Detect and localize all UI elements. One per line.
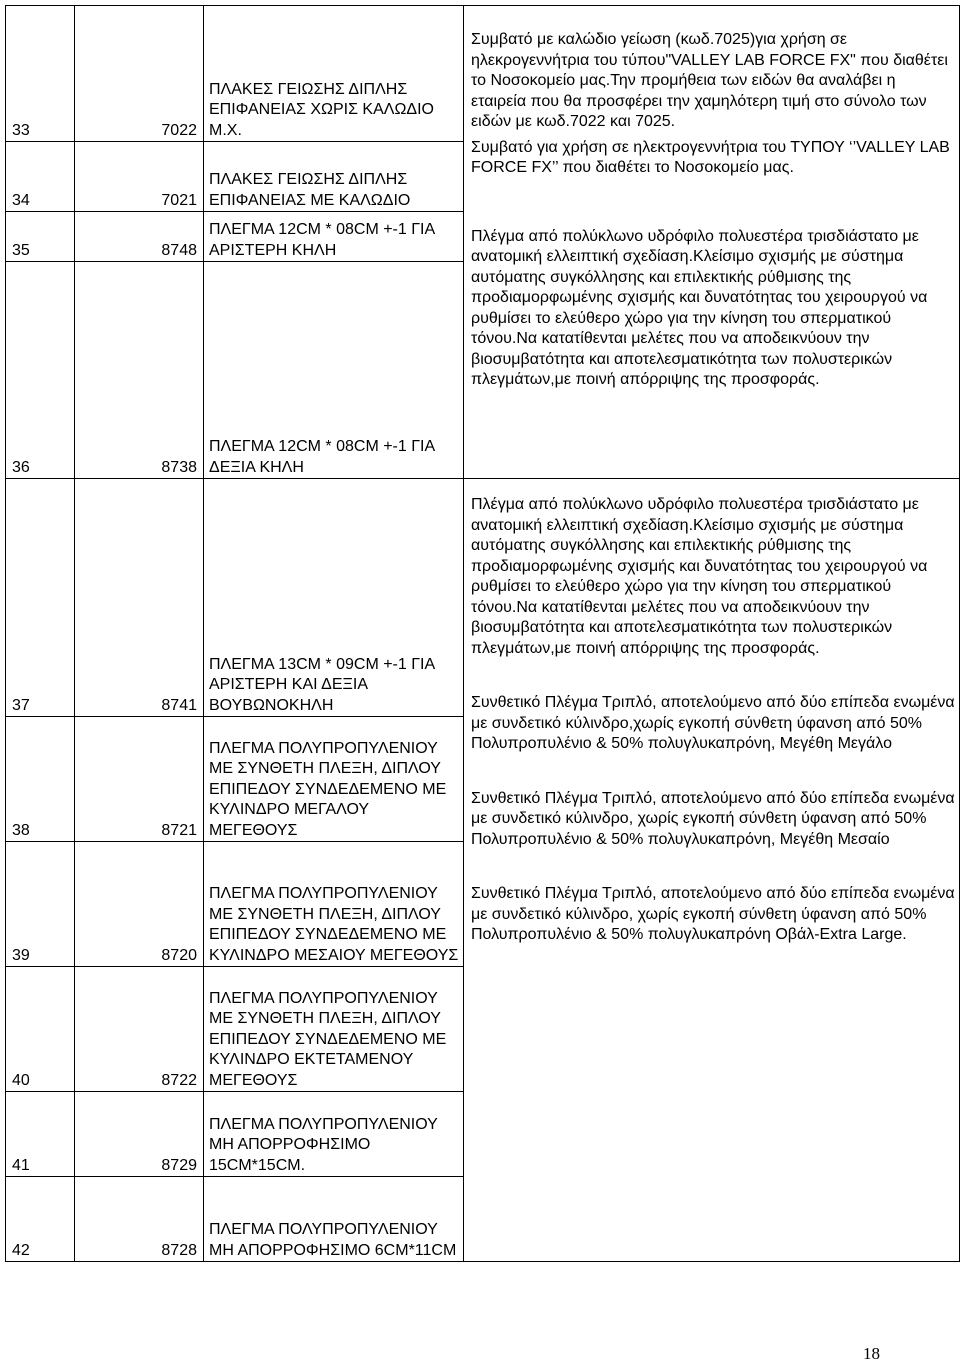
description-text: Συμβατό για χρήση σε ηλεκτρογεννήτρια του ΤΥΠΟΥ ‘’VALLEY LAB FORCE FX’’ που διαθέτει το Νοσοκομείο μας. [471,138,950,176]
row-number: 39 [6,842,75,967]
description-group-1 [464,6,960,479]
description-text: Πλέγμα από πολύκλωνο υδρόφιλο πολυεστέρα τρισδιάστατο με ανατομική ελλειπτική σχεδίαση.Κλείσιμο σχισμής με σύστημα αυτόματης συγκόλλησης και επιλεκτικής ρύθμισης της προδιαμορφωμένης σχισμής και δυνατότητας του χειρουργού να ρυθμίσει το ελεύθερο χώρο για την κίνηση του σπερματικού τόνου.Να κατατίθενται μελέτες που να αποδεικνύουν την βιοσυμβατότητα και αποτελεσματικότητα των πολυστερικών πλεγμάτων,με ποινή απόρριψης της προσφοράς. [471,227,928,388]
item-name: ΠΛΕΓΜΑ 12CM * 08CM +-1 ΓΙΑ ΑΡΙΣΤΕΡΗ ΚΗΛΗ [204,212,464,262]
description-text: Συνθετικό Πλέγμα Τριπλό, αποτελούμενο από δύο επίπεδα ενωμένα με συνδετικό κύλινδρο, χωρίς εγκοπή σύνθετη ύφανση από 50% Πολυπροπυλένιο & 50% πολυγλυκαπρόνη Οβάλ-Extra Large. [471,885,955,943]
row-number: 40 [6,967,75,1092]
description-group-2 [464,479,960,1262]
item-code: 8748 [75,212,204,262]
item-code: 8741 [75,479,204,717]
row-number: 33 [6,6,75,142]
item-code: 7021 [75,142,204,212]
item-code: 8728 [75,1177,204,1262]
item-name: ΠΛΑΚΕΣ ΓΕΙΩΣΗΣ ΔΙΠΛΗΣ ΕΠΙΦΑΝΕΙΑΣ ΜΕ ΚΑΛΩΔΙΟ [204,142,464,212]
page-number: 18 [863,1344,880,1363]
item-code: 8722 [75,967,204,1092]
row-number: 36 [6,262,75,479]
item-name: ΠΛΕΓΜΑ ΠΟΛΥΠΡΟΠΥΛΕΝΙΟΥ ΜΗ ΑΠΟΡΡΟΦΗΣΙΜΟ 6CM*11CM [204,1177,464,1262]
description-text: Πλέγμα από πολύκλωνο υδρόφιλο πολυεστέρα τρισδιάστατο με ανατομική ελλειπτική σχεδίαση.Κλείσιμο σχισμής με σύστημα αυτόματης συγκόλλησης και επιλεκτικής ρύθμισης της προδιαμορφωμένης σχισμής και δυνατότητας του χειρουργού να ρυθμίσει το ελεύθερο χώρο για την κίνηση του σπερματικού τόνου.Να κατατίθενται μελέτες που να αποδεικνύουν την βιοσυμβατότητα και αποτελεσματικότητα των πολυστερικών πλεγμάτων,με ποινή απόρριψης της προσφοράς. [471,496,928,657]
table-row [6,6,960,142]
item-name: ΠΛΕΓΜΑ 12CM * 08CM +-1 ΓΙΑ ΔΕΞΙΑ ΚΗΛΗ [204,262,464,479]
row-number: 41 [6,1092,75,1177]
item-name: ΠΛΕΓΜΑ ΠΟΛΥΠΡΟΠΥΛΕΝΙΟΥ ΜΕ ΣΥΝΘΕΤΗ ΠΛΕΞΗ, ΔΙΠΛΟΥ ΕΠΙΠΕΔΟΥ ΣΥΝΔΕΔΕΜΕΝΟ ΜΕ ΚΥΛΙΝΔΡΟ ΜΕΣΑΙΟΥ ΜΕΓΕΘΟΥΣ [204,842,464,967]
items-table [5,5,960,1262]
item-name: ΠΛΕΓΜΑ ΠΟΛΥΠΡΟΠΥΛΕΝΙΟΥ ΜΗ ΑΠΟΡΡΟΦΗΣΙΜΟ 15CM*15CM. [204,1092,464,1177]
item-code: 8729 [75,1092,204,1177]
table-row [6,479,960,717]
item-code: 8721 [75,717,204,842]
row-number: 42 [6,1177,75,1262]
row-number: 34 [6,142,75,212]
item-name: ΠΛΕΓΜΑ ΠΟΛΥΠΡΟΠΥΛΕΝΙΟΥ ΜΕ ΣΥΝΘΕΤΗ ΠΛΕΞΗ, ΔΙΠΛΟΥ ΕΠΙΠΕΔΟΥ ΣΥΝΔΕΔΕΜΕΝΟ ΜΕ ΚΥΛΙΝΔΡΟ ΕΚΤΕΤΑΜΕΝΟΥ ΜΕΓΕΘΟΥΣ [204,967,464,1092]
item-name: ΠΛΑΚΕΣ ΓΕΙΩΣΗΣ ΔΙΠΛΗΣ ΕΠΙΦΑΝΕΙΑΣ ΧΩΡΙΣ ΚΑΛΩΔΙΟ Μ.Χ. [204,6,464,142]
description-text: Συνθετικό Πλέγμα Τριπλό, αποτελούμενο από δύο επίπεδα ενωμένα με συνδετικό κύλινδρο,χωρίς εγκοπή σύνθετη ύφανση από 50% Πολυπροπυλένιο & 50% πολυγλυκαπρόνη, Μεγέθη Μεγάλο [471,694,955,752]
row-number: 38 [6,717,75,842]
item-code: 7022 [75,6,204,142]
item-code: 8720 [75,842,204,967]
item-name: ΠΛΕΓΜΑ 13CM * 09CM +-1 ΓΙΑ ΑΡΙΣΤΕΡΗ ΚΑΙ ΔΕΞΙΑ ΒΟΥΒΩΝΟΚΗΛΗ [204,479,464,717]
description-text: Συμβατό με καλώδιο γείωση (κωδ.7025)για χρήση σε ηλεκρογεννήτρια του τύπου"VALLEY LAB FORCE FX" που διαθέτει το Νοσοκομείο μας.Την προμήθεια των ειδών θα αναλάβει η εταιρεία που θα προσφέρει την χαμηλότερη τιμή στο σύνολο των ειδών με κωδ.7022 και 7025. [471,31,948,130]
item-name: ΠΛΕΓΜΑ ΠΟΛΥΠΡΟΠΥΛΕΝΙΟΥ ΜΕ ΣΥΝΘΕΤΗ ΠΛΕΞΗ, ΔΙΠΛΟΥ ΕΠΙΠΕΔΟΥ ΣΥΝΔΕΔΕΜΕΝΟ ΜΕ ΚΥΛΙΝΔΡΟ ΜΕΓΑΛΟΥ ΜΕΓΕΘΟΥΣ [204,717,464,842]
row-number: 35 [6,212,75,262]
row-number: 37 [6,479,75,717]
item-code: 8738 [75,262,204,479]
description-text: Συνθετικό Πλέγμα Τριπλό, αποτελούμενο από δύο επίπεδα ενωμένα με συνδετικό κύλινδρο, χωρίς εγκοπή σύνθετη ύφανση από 50% Πολυπροπυλένιο & 50% πολυγλυκαπρόνη, Μεγέθη Μεσαίο [471,789,955,848]
